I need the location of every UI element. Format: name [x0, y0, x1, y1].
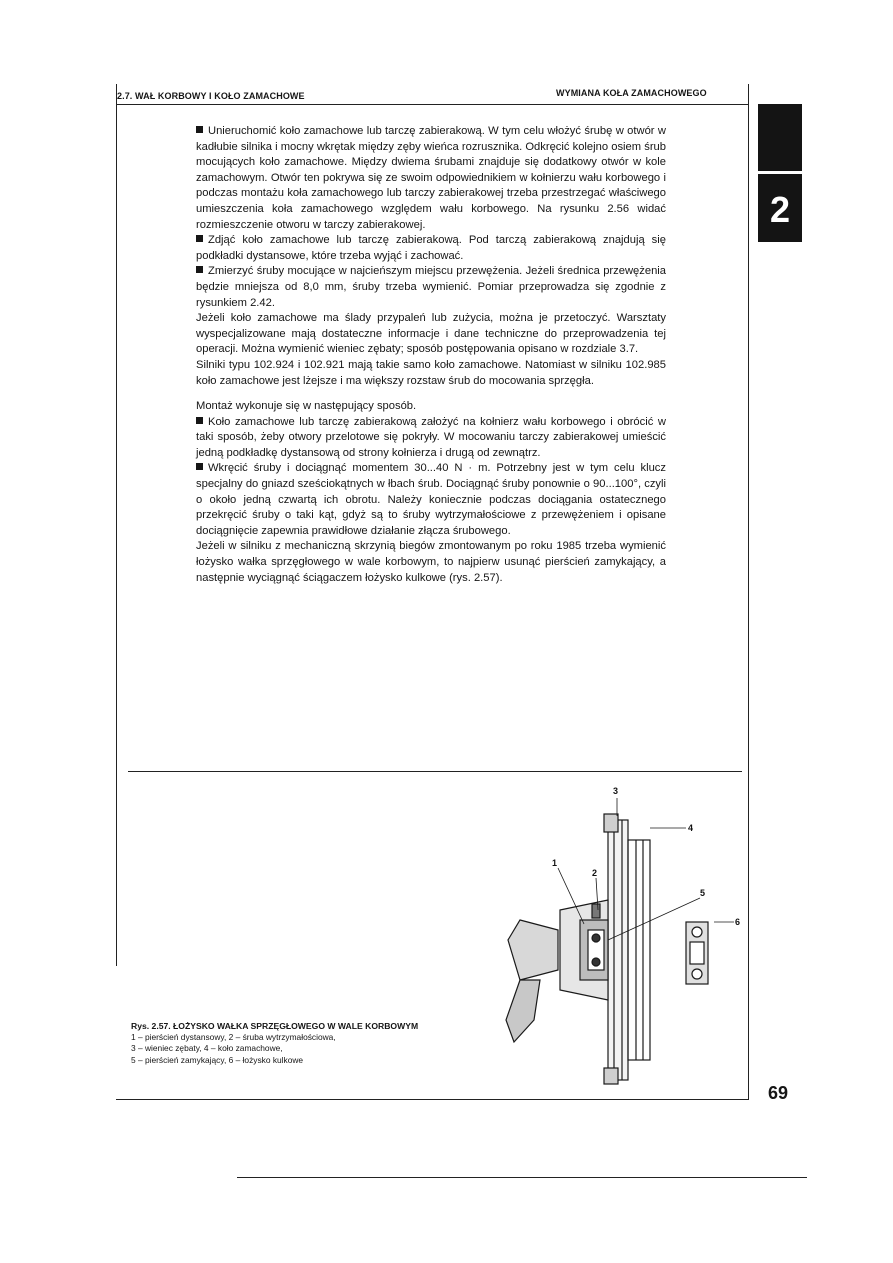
bullet-square-icon	[196, 463, 203, 470]
label-1: 1	[552, 858, 558, 868]
figure-caption	[131, 1021, 431, 1066]
label-4: 4	[688, 823, 694, 833]
paragraph: Jeżeli w silniku z mechaniczną skrzynią biegów zmontowanym po roku 1985 trzeba wymienić łożysko wałka sprzęgłowego w wale korbowym, to najpierw usunąć pierścień zamykający, a następnie wyciągnąć ściągaczem łożysko kulkowe (rys. 2.57).	[196, 540, 666, 584]
caption-legend-line: 5 – pierścień zamykający, 6 – łożysko kulkowe	[131, 1054, 304, 1065]
running-header-right: WYMIANA KOŁA ZAMACHOWEGO	[556, 88, 707, 98]
paragraph: Wkręcić śruby i dociągnąć momentem 30...40 N · m. Potrzebny jest w tym celu klucz specjalny do gniazd sześciokątnych w łbach śrub. Dociągnąć śruby ponownie o 90...100°, czyli o około jedną czwartą ich obrotu. Należy koniecznie podczas dociągania ostatecznego przekręcić śruby o taki kąt, gdyż są to śruby wytrzymałościowe z przewężeniem i opisane dociągnięcie zapewnia prawidłowe działanie złącza śrubowego.	[196, 462, 666, 537]
figure-top-rule	[128, 771, 742, 772]
paragraph: Zmierzyć śruby mocujące w najcieńszym miejscu przewężenia. Jeżeli średnica przewężenia będzie mniejsza od 8,0 mm, śruby trzeba wymienić. Pomiar przeprowadza się zgodnie z rysunkiem 2.42.	[196, 265, 666, 309]
page-number: 69	[768, 1083, 789, 1103]
running-header-left: 2.7. WAŁ KORBOWY I KOŁO ZAMACHOWE	[117, 91, 305, 101]
paragraph: Montaż wykonuje się w następujący sposób.	[196, 400, 417, 413]
label-2: 2	[592, 868, 598, 878]
bearing-drawing	[500, 780, 745, 1090]
bullet-square-icon	[196, 266, 203, 273]
right-margin-rule	[748, 84, 749, 1099]
caption-legend-line: 1 – pierścień dystansowy, 2 – śruba wytrzymałościowa,	[131, 1032, 336, 1043]
header-rule	[116, 104, 749, 105]
paragraph: Koło zamachowe lub tarczę zabierakową założyć na kołnierz wału korbowego i obrócić w taki sposób, żeby otwory przelotowe się pokryły. W mocowaniu tarczy zabierakowej umieścić jedną podkładkę dystansową od strony kołnierza i drugą od zewnątrz.	[196, 415, 666, 459]
paragraph: Jeżeli koło zamachowe ma ślady przypaleń lub zużycia, można je przetoczyć. Warsztaty wyspecjalizowane mają dostateczne informacje i dane techniczne do przeprowadzenia tej operacji. Można wymienić wieniec zębaty; sposób postępowania opisano w rozdziale 3.7.	[196, 312, 666, 356]
paragraph: Silniki typu 102.924 i 102.921 mają takie samo koło zamachowe. Natomiast w silniku 102.985 koło zamachowe jest lżejsze i ma większy rozstaw śrub do mocowania sprzęgła.	[196, 358, 666, 387]
bullet-square-icon	[196, 417, 203, 424]
chapter-tab-separator	[758, 171, 802, 174]
footer-rule	[116, 1099, 749, 1100]
bullet-square-icon	[196, 126, 203, 133]
caption-legend-line: 3 – wieniec zębaty, 4 – koło zamachowe,	[131, 1043, 283, 1054]
label-6: 6	[735, 917, 741, 927]
caption-title: Rys. 2.57. ŁOŻYSKO WAŁKA SPRZĘGŁOWEGO W WALE KORBOWYM	[131, 1021, 419, 1031]
paragraph: Unieruchomić koło zamachowe lub tarczę zabierakową. W tym celu włożyć śrubę w otwór w kadłubie silnika i mocny wkrętak między zęby wieńca rozrusznika. Odkręcić kolejno osiem śrub mocujących koło zamachowe. Między dwiema śrubami znajduje się dodatkowy otwór w kole zamachowym. Otwór ten pokrywa się ze swoim odpowiednikiem w kołnierzu wału korbowego i podczas montażu koła zamachowego lub tarczy zabierakowej trzeba przestrzegać właściwego umieszczenia koła zamachowego względem wału korbowego. Na rysunku 2.56 widać rozmieszczenie otworu w tarczy zabierakowej.	[196, 125, 666, 231]
label-3: 3	[613, 786, 619, 796]
left-margin-rule	[116, 84, 117, 966]
body-text	[196, 124, 666, 586]
bullet-square-icon	[196, 235, 203, 242]
bottom-rule	[237, 1177, 807, 1178]
chapter-tab-number: 2	[769, 189, 791, 230]
paragraph: Zdjąć koło zamachowe lub tarczę zabierakową. Pod tarczą zabierakową znajdują się podkładki dystansowe, które trzeba wyjąć i zachować.	[196, 234, 666, 262]
label-5: 5	[700, 888, 706, 898]
